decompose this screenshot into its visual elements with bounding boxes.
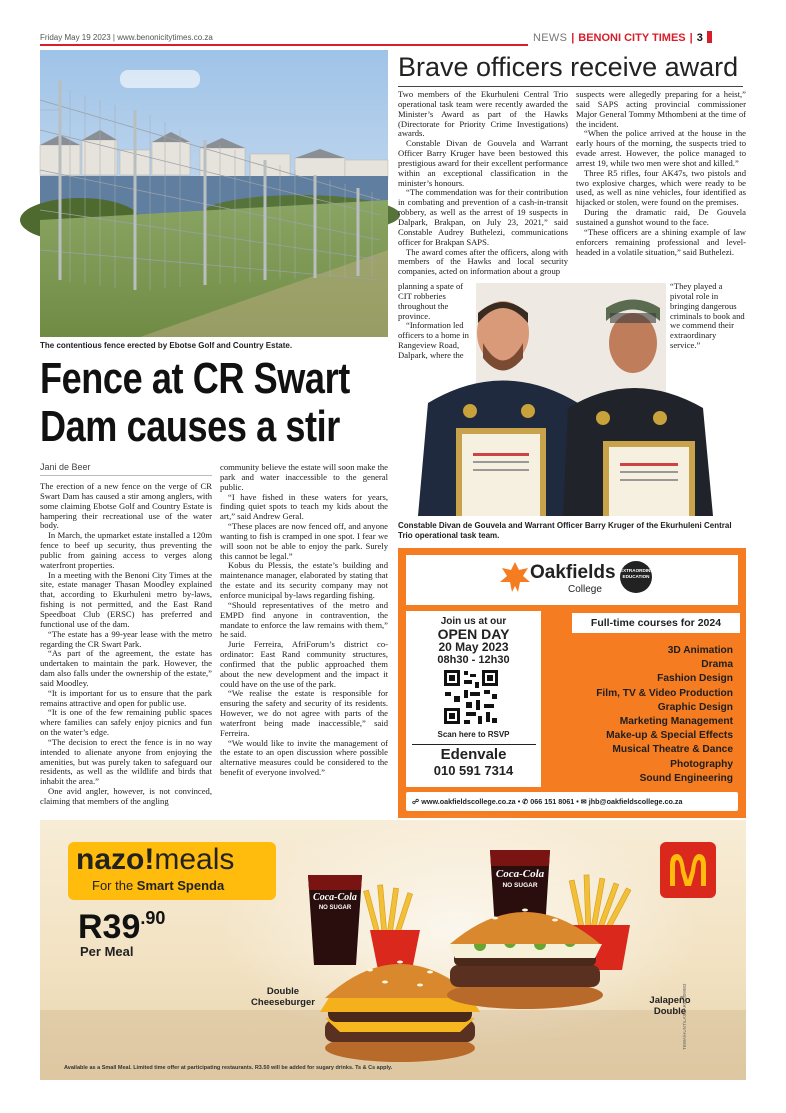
scan-text: Scan here to RSVP <box>437 730 510 739</box>
section-label: NEWS <box>533 32 568 44</box>
mcdonalds-advert[interactable] <box>40 820 746 1080</box>
fence-photo <box>40 50 388 337</box>
oakfields-badge: EXTRAORDINARY EDUCATION <box>620 561 652 593</box>
paragraph: “We realise the estate is responsible for ensuring the safety and security of its residents. However, we do not agree with parts of the waterfront being made inaccessible,” said Ferreira. <box>220 688 388 738</box>
paragraph: “It is important for us to ensure that the park remains attractive and open for public use. <box>40 687 212 708</box>
golden-arches-icon <box>660 842 716 898</box>
paragraph: “Should representatives of the metro and EMPD find anyone in contravention, the mandate to enforce the law remains with them,” he said. <box>220 599 388 640</box>
tagline-pre: For the <box>92 878 137 893</box>
course-list <box>572 644 733 786</box>
paragraph: The award comes after the officers, along with members of the Hawks and local security companies, acted on information about a group <box>398 246 568 277</box>
paragraph: “These places are now fenced off, and anyone wanting to fish is cramped in one spot. I fear we will soon not be able to enjoy the park. Surely this cannot be legal.” <box>220 521 388 561</box>
paragraph: “The estate has a 99-year lease with the metro regarding the CR Swart Park. <box>40 628 212 649</box>
nazo-word: nazo! <box>76 843 155 876</box>
open-day-info <box>410 616 537 666</box>
item1-line2: Cheeseburger <box>251 997 315 1008</box>
cup1-brand: Coca-Cola <box>313 892 357 903</box>
page-number: 3 <box>696 32 703 44</box>
course-item: Photography <box>670 758 733 770</box>
item2-line1: Jalapeño <box>649 995 691 1006</box>
open-day-time: 08h30 - 12h30 <box>437 654 510 666</box>
course-item: Graphic Design <box>657 701 733 713</box>
course-item: Fashion Design <box>657 673 733 685</box>
header-rule <box>40 44 528 46</box>
paragraph: community believe the estate will soon make the park and water inaccessible to the general public. <box>220 462 388 492</box>
paragraph: Kobus du Plessis, the estate’s building and maintenance manager, elaborated by stating that the estate and its security company may not enforce municipal by-laws regarding fishing. <box>220 560 388 600</box>
fence-story-column-1 <box>40 482 212 807</box>
open-day-date: 20 May 2023 <box>438 640 509 654</box>
paragraph: In a meeting with the Benoni City Times at the site, estate manager Thasan Moodley explained that, according to Ekurhuleni metro by-laws, fishing is not permitted, and the East Rand Speedboat Club (ERSC) has preferred and functional use of the dam. <box>40 569 212 629</box>
course-item: Film, TV & Video Production <box>596 687 733 699</box>
email-icon: ✉ <box>580 797 587 806</box>
mcdonalds-logo <box>660 842 716 898</box>
paragraph: “These officers are a shining example of law enforcers remaining professional and level-headed in a volatile situation,” said Buthelezi. <box>576 226 746 257</box>
paragraph: In March, the upmarket estate installed a 120m fence to beef up security, thus preventing the public from gaining access to verges along waterfront properties. <box>40 530 212 570</box>
email-link[interactable]: jhb@oakfieldscollege.co.za <box>588 797 683 806</box>
paragraph: The erection of a new fence on the verge of CR Swart Dam has caused a stir among anglers, with some claiming Ebotse Golf and Country Estate is hampering their recreational use of the water body. <box>40 481 212 531</box>
cup2-brand: Coca-Cola <box>495 868 545 880</box>
paragraph: “They played a pivotal role in bringing dangerous criminals to book and we commend their extraordinary service.” <box>670 281 745 351</box>
campus-phone[interactable]: 010 591 7314 <box>433 763 514 778</box>
cup2-label <box>490 868 550 892</box>
paragraph: Three R5 rifles, four AK47s, two pistols and two explosive charges, which were ready to be used, as well as nine vehicles, four identified as hijacked or stolen, were found on the premises. <box>576 167 746 208</box>
paragraph: Constable Divan de Gouvela and Warrant Officer Barry Kruger have been bestowed this prestigious award for their excellent performance within an exceptional classification in the minister’s honours. <box>398 138 568 188</box>
item2-line2: Double <box>653 1006 687 1017</box>
mcd-vertical-code: TBWA\HUNT\LASCARIS 309983 <box>682 983 687 1050</box>
paragraph: “Information led officers to a home in Rangeview Road, Dalpark, where the <box>398 320 469 360</box>
globe-icon: ☍ <box>412 797 420 806</box>
paragraph: “We would like to invite the management of the estate to an open discussion where possible alternative measures could be considered to the benefit of everyone involved.” <box>220 737 388 778</box>
cup2-sub: NO SUGAR <box>502 882 538 889</box>
oak-leaf-icon <box>498 560 532 594</box>
meals-word: meals <box>154 843 235 876</box>
qr-code[interactable] <box>442 668 500 726</box>
paragraph: Jurie Ferreira, AfriForum’s district co-ordinator: East Rand community structures, confirmed that the public approached them about the new development and the impact it could have on the use of the park. <box>220 639 388 689</box>
paper-name: BENONI CITY TIMES <box>578 32 686 44</box>
oakfields-brand: Oakfields <box>530 562 616 583</box>
fence-headline-line1: Fence at CR Swart <box>40 354 350 403</box>
nazo-logo <box>76 844 234 876</box>
course-item: Musical Theatre & Dance <box>612 744 733 756</box>
divider <box>412 744 536 745</box>
mcd-disclaimer: Available as a Small Meal. Limited time offer at participating restaurants. R3.50 will be added for sugary drinks. Ts & Cs apply. <box>64 1065 393 1071</box>
paragraph: During the dramatic raid, De Gouvela sustained a gunshot wound to the face. <box>576 207 746 227</box>
join-text: Join us at our <box>440 616 507 627</box>
item1-line1: Double <box>266 986 300 997</box>
brave-story-column-1 <box>398 90 568 282</box>
byline-rule <box>40 475 212 476</box>
course-item: Marketing Management <box>619 716 733 728</box>
nazo-tagline <box>92 878 224 893</box>
paragraph: One avid angler, however, is not convinced, claiming that members of the angling <box>40 786 212 806</box>
price-cents: .90 <box>140 908 166 928</box>
cup1-sub: NO SUGAR <box>318 905 352 911</box>
paragraph: Two members of the Ekurhuleni Central Trio operational task team were recently awarded the Minister’s Award as part of the Hawks (Directorate for Priority Crime Investigations) awards. <box>398 89 568 139</box>
fence-headline <box>40 355 384 451</box>
price-main: R39 <box>78 908 141 946</box>
paragraph: suspects were allegedly preparing for a heist,” said SAPS acting provincial commissioner Major General Tommy Mthombeni at the time of the incident. <box>576 89 746 129</box>
item-double-cheeseburger <box>238 986 328 1008</box>
brave-story-column-2 <box>576 90 746 282</box>
paragraph: “The decision to erect the fence is in no way intended to alienate anyone from enjoying the amenities, but was purely taken to safeguard our residents, as well as the wildlife and birds that inhabit the area.” <box>40 736 212 787</box>
campus-name: Edenvale <box>440 746 507 763</box>
officers-photo <box>398 283 746 516</box>
course-item: Drama <box>701 659 733 671</box>
paragraph: “When the police arrived at the house in the early hours of the morning, the suspects tried to evade arrest. However, the police managed to arrest 19, while two men were shot and killed.” <box>576 128 746 168</box>
item-jalapeno-double <box>635 995 705 1017</box>
paragraph: “I have fished in these waters for years, finding quiet spots to teach my kids about the art,” said Andrew Geral. <box>220 491 388 522</box>
course-item: Make-up & Special Effects <box>606 730 733 742</box>
paragraph: “The commendation was for their contribution in combating and prevention of a cash-in-transit robbery, as well as the arrest of 19 suspects in Dalpark, Brakpan, on July 23, 2021,” said Constable Audrey Buthelezi, communications officer for Brakpan SAPS. <box>398 187 568 247</box>
oakfields-brand-sub: College <box>568 584 602 595</box>
course-item: 3D Animation <box>667 645 733 656</box>
tagline-bold: Smart Spenda <box>136 878 225 893</box>
paragraph: “It is one of the few remaining public spaces where families can safely enjoy picnics and fun on the water’s edge. <box>40 707 212 738</box>
fence-headline-line2: Dam causes a stir <box>40 402 340 451</box>
header-block <box>707 31 712 43</box>
header-date-site: Friday May 19 2023 | www.benonicitytimes.co.za <box>40 33 213 42</box>
fence-story-column-2 <box>220 463 388 808</box>
fence-photo-caption: The contentious fence erected by Ebotse Golf and Country Estate. <box>40 341 293 350</box>
officers-photo-illustration <box>398 283 746 516</box>
paragraph: “As part of the agreement, the estate has undertaken to maintain the park. However, the dam also falls under the ownership of the estate,” said Moodley. <box>40 648 212 688</box>
brave-headline-rule <box>398 86 743 87</box>
open-day-title: OPEN DAY <box>437 626 510 642</box>
officers-photo-caption: Constable Divan de Gouvela and Warrant Officer Barry Kruger of the Ekurhuleni Central Trio operational task team. <box>398 521 732 540</box>
byline: Jani de Beer <box>40 462 91 472</box>
cup1-label <box>308 892 362 914</box>
courses-title: Full-time courses for 2024 <box>572 613 740 633</box>
oakfields-footer: ☍ www.oakfieldscollege.co.za • ✆ 066 151 8061 • ✉ jhb@oakfieldscollege.co.za <box>406 792 738 811</box>
whatsapp-icon: ✆ <box>522 797 529 806</box>
paragraph: planning a spate of CIT robberies throughout the province. <box>398 281 464 321</box>
price <box>78 908 165 947</box>
campus-info <box>410 746 537 778</box>
fence-photo-illustration <box>40 50 388 337</box>
whatsapp-number[interactable]: 066 151 8061 <box>530 797 575 806</box>
header-masthead: NEWS | BENONI CITY TIMES | 3 <box>533 31 712 44</box>
per-meal: Per Meal <box>80 944 134 959</box>
website-link[interactable]: www.oakfieldscollege.co.za <box>421 797 516 806</box>
oakfields-advert[interactable] <box>398 548 746 818</box>
course-item: Sound Engineering <box>639 772 733 784</box>
brave-headline: Brave officers receive award <box>398 52 739 82</box>
